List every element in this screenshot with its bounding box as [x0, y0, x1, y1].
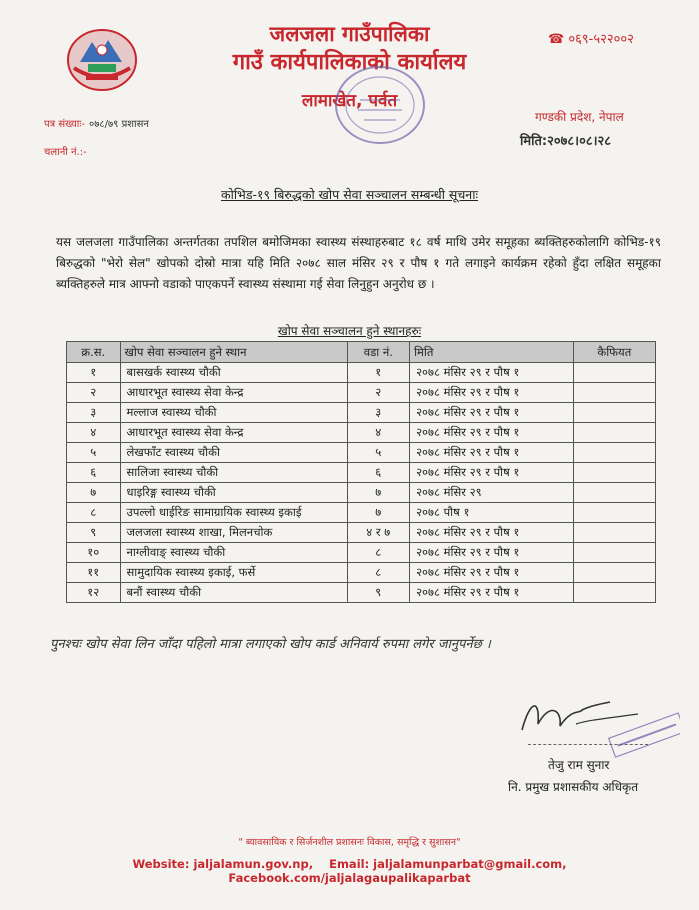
cell-location: बासखर्क स्वास्थ्य चौकी	[120, 363, 347, 383]
ref-label: पत्र संख्याः-	[44, 119, 86, 130]
cell-location: जलजला स्वास्थ्य शाखा, मिलनचोक	[120, 523, 347, 543]
cell-sn: ७	[67, 483, 121, 503]
cell-date: २०७८ मंसिर २९ र पौष १	[410, 563, 574, 583]
cell-sn: १	[67, 363, 121, 383]
table-row	[67, 463, 656, 483]
table-row	[67, 543, 656, 563]
cell-sn: १०	[67, 543, 121, 563]
cell-ward: ८	[347, 543, 410, 563]
cell-date: २०७८ मंसिर २९ र पौष १	[410, 363, 574, 383]
cell-ward: ९	[347, 583, 410, 603]
cell-remarks	[573, 543, 655, 563]
phone-icon: ☎	[548, 32, 565, 47]
table-header-row	[67, 342, 656, 363]
cell-remarks	[573, 503, 655, 523]
dispatch-number: चलानी नं.:-	[44, 147, 87, 158]
header-date: मिति	[410, 342, 574, 363]
cell-date: २०७८ मंसिर २९ र पौष १	[410, 383, 574, 403]
cell-remarks	[573, 363, 655, 383]
cell-ward: २	[347, 383, 410, 403]
table-row	[67, 503, 656, 523]
cell-location: आधारभूत स्वास्थ्य सेवा केन्द्र	[120, 383, 347, 403]
footer-website[interactable]: Website: jaljalamun.gov.np,	[132, 857, 314, 871]
notice-body: यस जलजला गाउँपालिका अन्तर्गतका तपशिल बमोजिमका स्वास्थ्य संस्थाहरुबाट १८ वर्ष माथि उमेर समूहका ब्यक्तिहरुकोलागि कोभिड-१९ बिरुद्धको "भेरो सेल" खोपको दोस्रो मात्रा यहि मिति २०७८ साल मंसिर २९ र पौष १ गते लगाइने कार्यक्रम रहेको हुँदा लक्षित समूहका ब्यक्तिहरुले मात्र आफ्नो वडाको पाएकपर्ने स्वास्थ्य संस्थामा गई सेवा लिनुहुन अनुरोध छ ।	[56, 235, 661, 291]
cell-location: बनौं स्वास्थ्य चौकी	[120, 583, 347, 603]
cell-sn: १२	[67, 583, 121, 603]
header-remarks: कैफियत	[573, 342, 655, 363]
cell-sn: ३	[67, 403, 121, 423]
official-stamp	[330, 60, 430, 150]
cell-date: २०७८ मंसिर २९ र पौष १	[410, 543, 574, 563]
cell-location: सालिजा स्वास्थ्य चौकी	[120, 463, 347, 483]
cell-ward: ३	[347, 403, 410, 423]
cell-location: धाइरिङ्ग स्वास्थ्य चौकी	[120, 483, 347, 503]
header-ward: वडा नं.	[347, 342, 410, 363]
cell-sn: ११	[67, 563, 121, 583]
table-row	[67, 383, 656, 403]
table-caption: खोप सेवा सञ्चालन हुने स्थानहरुः	[277, 324, 422, 338]
cell-date: २०७८ मंसिर २९ र पौष १	[410, 443, 574, 463]
cell-ward: ५	[347, 443, 410, 463]
cell-remarks	[573, 443, 655, 463]
cell-ward: १	[347, 363, 410, 383]
header-sn: क्र.स.	[67, 342, 121, 363]
letter-date: मिति:२०७८।०८।२८	[520, 134, 612, 149]
table-row	[67, 523, 656, 543]
office-title: गाउँ कार्यपालिकाको कार्यालय	[232, 50, 467, 75]
postscript-note: पुनश्चः खोप सेवा लिन जाँदा पहिलो मात्रा लगाएको खोप कार्ड अनिवार्य रुपमा लगेर जानुपर्नेछ ।	[50, 637, 491, 652]
office-location: लामाखेत, पर्वत	[301, 91, 398, 111]
phone-number	[548, 29, 634, 47]
cell-remarks	[573, 563, 655, 583]
cell-remarks	[573, 583, 655, 603]
cell-ward: ४	[347, 423, 410, 443]
cell-sn: २	[67, 383, 121, 403]
cell-remarks	[573, 463, 655, 483]
footer-facebook[interactable]: Facebook.com/jaljalagaupalikaparbat	[228, 871, 471, 885]
table-row	[67, 403, 656, 423]
signature-line	[528, 744, 648, 745]
cell-location: आधारभूत स्वास्थ्य सेवा केन्द्र	[120, 423, 347, 443]
phone-value: ०६९-५२२००२	[568, 32, 634, 47]
cell-date: २०७८ मंसिर २९ र पौष १	[410, 423, 574, 443]
cell-date: २०७८ मंसिर २९ र पौष १	[410, 583, 574, 603]
cell-sn: ९	[67, 523, 121, 543]
cell-date: २०७८ मंसिर २९ र पौष १	[410, 523, 574, 543]
cell-date: २०७८ मंसिर २९ र पौष १	[410, 403, 574, 423]
cell-location: नाग्लीवाङ् स्वास्थ्य चौकी	[120, 543, 347, 563]
table-row	[67, 363, 656, 383]
signatory-name: तेजु राम सुनार	[548, 758, 610, 772]
signatory-title: नि. प्रमुख प्रशासकीय अधिकृत	[508, 780, 639, 794]
cell-location: लेखफाँट स्वास्थ्य चौकी	[120, 443, 347, 463]
ref-value: ०७८/७९ प्रशासन	[89, 119, 149, 130]
cell-sn: ८	[67, 503, 121, 523]
footer-email[interactable]: Email: jaljalamunparbat@gmail.com,	[329, 857, 567, 871]
cell-date: २०७८ मंसिर २९ र पौष १	[410, 463, 574, 483]
province: गण्डकी प्रदेश, नेपाल	[535, 110, 624, 124]
handwritten-signature	[510, 680, 680, 760]
footer-contacts	[0, 857, 699, 885]
cell-date: २०७८ पौष १	[410, 503, 574, 523]
cell-ward: ८	[347, 563, 410, 583]
cell-remarks	[573, 423, 655, 443]
cell-location: सामुदायिक स्वास्थ्य इकाई, फर्से	[120, 563, 347, 583]
vaccination-schedule-table	[66, 341, 656, 603]
cell-location: उपल्लो धाईरिङ सामाग्रायिक स्वास्थ्य इकाई	[120, 503, 347, 523]
cell-remarks	[573, 483, 655, 503]
cell-location: मल्लाज स्वास्थ्य चौकी	[120, 403, 347, 423]
cell-sn: ५	[67, 443, 121, 463]
office-name: जलजला गाउँपालिका	[269, 22, 430, 46]
table-row	[67, 423, 656, 443]
cell-ward: ४ र ७	[347, 523, 410, 543]
cell-ward: ६	[347, 463, 410, 483]
table-row	[67, 443, 656, 463]
cell-ward: ७	[347, 483, 410, 503]
table-row	[67, 583, 656, 603]
cell-date: २०७८ मंसिर २९	[410, 483, 574, 503]
notice-subject: कोभिड-१९ बिरुद्धको खोप सेवा सञ्चालन सम्बन्धी सूचनाः	[220, 187, 479, 202]
cell-sn: ६	[67, 463, 121, 483]
table-row	[67, 483, 656, 503]
table-row	[67, 563, 656, 583]
footer-motto: " ब्यावसायिक र सिर्जनशील प्रशासनः विकास, समृद्धि र सुशासन"	[238, 837, 461, 848]
cell-ward: ७	[347, 503, 410, 523]
cell-sn: ४	[67, 423, 121, 443]
reference-number	[44, 116, 149, 130]
header-location: खोप सेवा सञ्चालन हुने स्थान	[120, 342, 347, 363]
cell-remarks	[573, 403, 655, 423]
cell-remarks	[573, 523, 655, 543]
cell-remarks	[573, 383, 655, 403]
